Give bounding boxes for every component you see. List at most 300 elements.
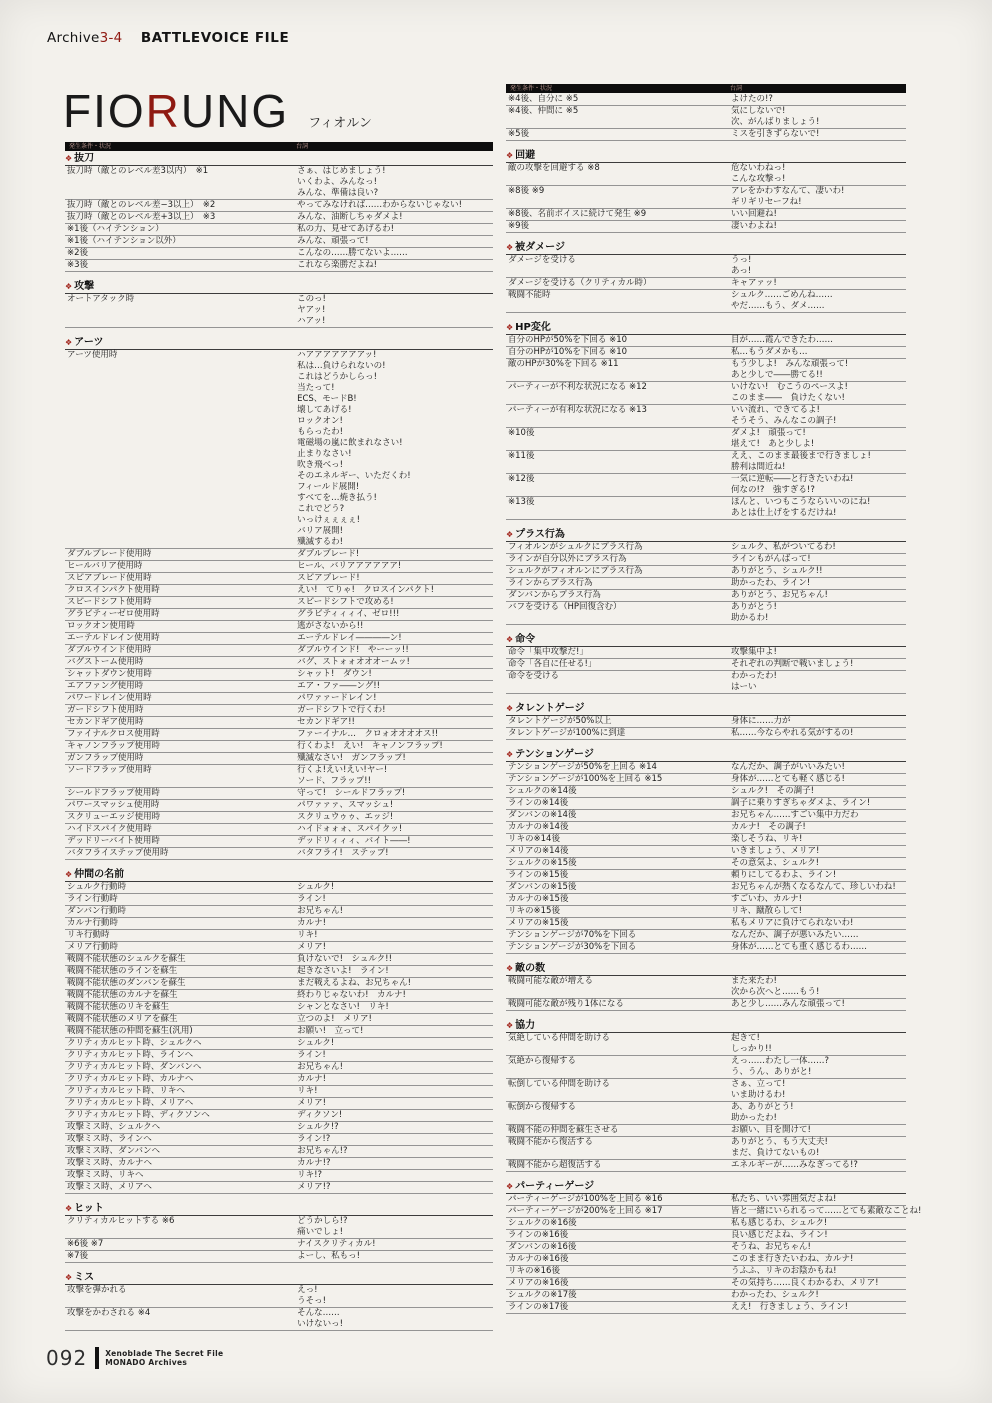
voice-row [506, 906, 906, 918]
voice-row [506, 810, 906, 822]
dialogue-cell [730, 870, 906, 881]
voice-row [506, 918, 906, 930]
dialogue-line: うそっ! [297, 1296, 327, 1306]
section-diamond-icon: ❖ [506, 243, 514, 252]
condition-cell: シールドフラップ使用時 [67, 788, 160, 798]
title-block [63, 84, 372, 138]
dialogue-line: ECS、モードB! [297, 394, 357, 404]
dialogue-line: ありがとう、もう大丈夫! [731, 1137, 828, 1147]
dialogue-line: デッドリィィィ、バイト――! [297, 836, 411, 846]
dialogue-cell [730, 186, 906, 208]
condition-cell: 戦闘不能から復活する [508, 1137, 594, 1147]
condition-cell: メリア行動時 [67, 942, 119, 952]
dialogue-cell [730, 1266, 906, 1277]
dialogue-line: もう少しよ! みんな頑張って! [731, 359, 849, 369]
dialogue-line: 痛いでしょ! [297, 1227, 344, 1237]
voice-row [506, 221, 906, 233]
book-title-line1: Xenoblade The Secret File [105, 1349, 224, 1358]
dialogue-cell [730, 290, 906, 312]
dialogue-cell [296, 1146, 493, 1157]
condition-cell: ラインの※15後 [508, 870, 569, 880]
section-diamond-icon: ❖ [506, 530, 514, 539]
dialogue-cell [296, 930, 493, 941]
condition-cell: ※11後 [508, 451, 535, 461]
voice-row [506, 1266, 906, 1278]
page-number: 092 [46, 1346, 88, 1370]
section-title [506, 1019, 906, 1033]
dialogue-line: すごいわ、カルナ! [731, 894, 803, 904]
voice-section [65, 1271, 493, 1331]
voice-row [65, 894, 493, 906]
dialogue-cell [730, 762, 906, 773]
voice-row [65, 350, 493, 549]
dialogue-line: ソード、フラップ!! [297, 776, 371, 786]
section-title [506, 702, 906, 716]
dialogue-line: やってみなければ……わからないじゃない! [297, 200, 463, 210]
dialogue-cell [730, 942, 906, 953]
dialogue-cell [730, 1102, 906, 1124]
voice-row [65, 1002, 493, 1014]
condition-cell: バフを受ける（HP回復含む） [508, 602, 622, 612]
condition-cell: メリアの※15後 [508, 918, 569, 928]
section-diamond-icon: ❖ [506, 964, 514, 973]
dialogue-line: ありがとう、お兄ちゃん! [731, 590, 828, 600]
dialogue-line: それぞれの判断で戦いましょう! [731, 659, 854, 669]
condition-cell: ※2後 [67, 248, 89, 258]
dialogue-cell [296, 906, 493, 917]
condition-cell: グラビティーゼロ使用時 [67, 609, 160, 619]
dialogue-line: 吹き飛べっ! [297, 460, 344, 470]
condition-cell: ※1後（ハイテンション以外） [67, 236, 181, 246]
dialogue-line: みんな、準備は良い? [297, 188, 379, 198]
dialogue-line: メリア!? [297, 1182, 331, 1192]
dialogue-line: そうね、お兄ちゃん! [731, 1242, 811, 1252]
dialogue-line: 皆と一緒にいられるって……とても素敵なことね! [731, 1206, 922, 1216]
dialogue-cell [730, 1194, 906, 1205]
condition-cell: エアファング使用時 [67, 681, 144, 691]
voice-row [506, 647, 906, 659]
condition-cell: 攻撃ミス時、シュルクへ [67, 1122, 161, 1132]
page-footer [46, 1346, 223, 1370]
dialogue-line: リキ!? [297, 1170, 323, 1180]
dialogue-cell [296, 705, 493, 716]
voice-row [506, 405, 906, 428]
dialogue-line: これでどう? [297, 504, 345, 514]
dialogue-line: なんだか、調子がいいみたい! [731, 762, 845, 772]
dialogue-line: リキ、蹴散らして! [731, 906, 803, 916]
voice-row [506, 347, 906, 359]
condition-cell: ※8後、名前ボイスに続けて発生 ※9 [508, 209, 647, 219]
dialogue-cell [730, 1290, 906, 1301]
condition-cell: ※3後 [67, 260, 89, 270]
dialogue-line: 凄いわよね! [731, 221, 777, 231]
condition-cell: 戦闘不能状態の仲間を蘇生(汎用) [67, 1026, 193, 1036]
voice-row [506, 822, 906, 834]
voice-section [65, 336, 493, 860]
condition-cell: 戦闘可能な敵が残り1体になる [508, 999, 624, 1009]
dialogue-line: あとは仕上げをするだけね! [731, 508, 837, 518]
voice-row [506, 451, 906, 474]
dialogue-line: 楽しそうね、リキ! [731, 834, 803, 844]
dialogue-line: 助かったわ! [731, 1113, 777, 1123]
voice-section [506, 702, 906, 740]
section-title-text: HP変化 [515, 322, 551, 333]
section-title [65, 152, 493, 166]
condition-cell: パワースマッシュ使用時 [67, 800, 160, 810]
condition-cell: 戦闘不能から超復活する [508, 1160, 602, 1170]
section-title-text: 攻撃 [74, 281, 95, 292]
dialogue-line: いけない! むこうのペースよ! [731, 382, 848, 392]
dialogue-line: 助かるわ! [731, 613, 769, 623]
condition-cell: 戦闘不能状態のダンバンを蘇生 [67, 978, 186, 988]
voice-row [65, 561, 493, 573]
voice-row [65, 966, 493, 978]
condition-cell: オートアタック時 [67, 294, 135, 304]
dialogue-cell [730, 1218, 906, 1229]
condition-cell: ラインの※17後 [508, 1302, 569, 1312]
voice-row [506, 428, 906, 451]
condition-cell: ラインからプラス行為 [508, 578, 593, 588]
section-diamond-icon: ❖ [65, 1273, 73, 1282]
dialogue-line: バタフライ! ステップ! [297, 848, 389, 858]
dialogue-cell [296, 1216, 493, 1238]
condition-cell: シュルクの※16後 [508, 1218, 577, 1228]
dialogue-cell [296, 848, 493, 859]
dialogue-line: さぁ、はじめましょう! [297, 166, 386, 176]
voice-section [506, 633, 906, 694]
dialogue-line: その意気よ、シュルク! [731, 858, 820, 868]
dialogue-line: その気持ち……良くわかるわ、メリア! [731, 1278, 879, 1288]
dialogue-line: まだ戦えるよね、お兄ちゃん! [297, 978, 412, 988]
dialogue-line: カルナ! その調子! [731, 822, 806, 832]
dialogue-line: パワァァードレイン! [297, 693, 377, 703]
condition-cell: ※5後 [508, 129, 530, 139]
condition-cell: テンションゲージが30%を下回る [508, 942, 637, 952]
condition-cell: メリアの※14後 [508, 846, 569, 856]
dialogue-cell [730, 1125, 906, 1136]
archive-word: Archive [47, 30, 100, 46]
dialogue-line: エア・ファ――ング!! [297, 681, 381, 691]
dialogue-cell [296, 212, 493, 223]
voice-row [65, 573, 493, 585]
condition-column-header: 発生条件・状況 [510, 85, 553, 92]
dialogue-cell [296, 549, 493, 560]
condition-cell: 戦闘不能状態のリキを蘇生 [67, 1002, 170, 1012]
dialogue-line: このまま行きたいわね、カルナ! [731, 1254, 854, 1264]
condition-cell: スピードシフト使用時 [67, 597, 152, 607]
dialogue-cell [730, 209, 906, 220]
dialogue-cell [296, 836, 493, 847]
dialogue-cell [730, 278, 906, 289]
condition-cell: クリティカルヒット時、メリアへ [67, 1098, 194, 1108]
dialogue-line: パワァァァ、スマッシュ! [297, 800, 394, 810]
section-title [506, 962, 906, 976]
condition-cell: ※4後、仲間に ※5 [508, 106, 579, 116]
voice-row [506, 554, 906, 566]
voice-row [506, 882, 906, 894]
dialogue-cell [296, 729, 493, 740]
voice-row [65, 1251, 493, 1263]
voice-row [506, 497, 906, 520]
voice-row [506, 106, 906, 129]
dialogue-line: さぁ、立って! [731, 1079, 786, 1089]
condition-cell: 攻撃をかわされる ※4 [67, 1308, 151, 1318]
condition-cell: デッドリーバイト使用時 [67, 836, 160, 846]
voice-row [65, 236, 493, 248]
dialogue-line: ライン! [297, 894, 326, 904]
voice-row [65, 1026, 493, 1038]
page-header [47, 30, 289, 46]
condition-cell: 攻撃を弾かれる [67, 1285, 127, 1295]
voice-row [65, 882, 493, 894]
condition-cell: リキ行動時 [67, 930, 110, 940]
condition-cell: ラインの※14後 [508, 798, 569, 808]
voice-row [506, 659, 906, 671]
dialogue-line: ファーイナル… クロォオオオオス!! [297, 729, 439, 739]
dialogue-line: 電磁場の嵐に飲まれなさい! [297, 438, 403, 448]
condition-cell: カルナの※16後 [508, 1254, 569, 1264]
dialogue-cell [730, 347, 906, 358]
section-title-text: 仲間の名前 [74, 869, 125, 880]
dialogue-line: すべてを…焼き払う! [297, 493, 377, 503]
voice-row [506, 602, 906, 625]
voice-row [506, 671, 906, 694]
voice-row [65, 1014, 493, 1026]
condition-cell: ※4後、自分に ※5 [508, 94, 579, 104]
dialogue-line: ラインもがんばって! [731, 554, 811, 564]
dialogue-cell [730, 578, 906, 589]
dialogue-cell [730, 1079, 906, 1101]
dialogue-line: なんだか、調子が悪いみたい…… [731, 930, 859, 940]
voice-row [65, 836, 493, 848]
condition-cell: 攻撃ミス時、ダンバンへ [67, 1146, 160, 1156]
condition-cell: 気絶から復帰する [508, 1056, 577, 1066]
dialogue-line: 止まりなさい! [297, 449, 352, 459]
dialogue-line: ナイスクリティカル! [297, 1239, 376, 1249]
dialogue-cell [730, 1033, 906, 1055]
dialogue-column-header: 台詞 [730, 85, 743, 92]
dialogue-line: これはどうかしらっ! [297, 372, 378, 382]
dialogue-cell [296, 800, 493, 811]
dialogue-line: いま助けるわ! [731, 1090, 786, 1100]
condition-cell: バグストーム使用時 [67, 657, 144, 667]
dialogue-line: 攻撃集中よ! [731, 647, 777, 657]
condition-cell: ダブルウインド使用時 [67, 645, 152, 655]
dialogue-line: みんな、頑張って! [297, 236, 369, 246]
dialogue-cell [730, 846, 906, 857]
dialogue-cell [730, 359, 906, 381]
dialogue-line: ありがとう! [731, 602, 777, 612]
dialogue-line: エネルギーが……みなぎってる!? [731, 1160, 858, 1170]
dialogue-cell [296, 669, 493, 680]
dialogue-line: グラビティィィイ、ゼロ!!! [297, 609, 400, 619]
dialogue-line: 私も感じるわ、シュルク! [731, 1218, 828, 1228]
dialogue-cell [296, 200, 493, 211]
condition-cell: カルナの※15後 [508, 894, 569, 904]
condition-cell: タレントゲージが100%に到達 [508, 728, 626, 738]
section-diamond-icon: ❖ [65, 870, 73, 879]
voice-row [65, 800, 493, 812]
voice-row [506, 1102, 906, 1125]
dialogue-line: シュルク! [297, 882, 335, 892]
dialogue-line: ダブルブレード! [297, 549, 360, 559]
dialogue-cell [730, 659, 906, 670]
footer-divider [95, 1347, 99, 1369]
dialogue-cell [296, 645, 493, 656]
dialogue-cell [730, 554, 906, 565]
dialogue-line: ミスを引きずらないで! [731, 129, 820, 139]
voice-section [506, 149, 906, 233]
voice-row [65, 741, 493, 753]
table-header-bar [506, 84, 906, 93]
section-title-text: 敵の数 [515, 963, 546, 974]
voice-row [506, 578, 906, 590]
dialogue-line: ええ! 行きましょう、ライン! [731, 1302, 849, 1312]
dialogue-line: また来たわ! [731, 976, 777, 986]
dialogue-cell [296, 1308, 493, 1330]
condition-cell: 戦闘不能状態のシュルクを蘇生 [67, 954, 186, 964]
voice-row [65, 954, 493, 966]
dialogue-line: 負けないで! シュルク!! [297, 954, 392, 964]
dialogue-cell [730, 810, 906, 821]
dialogue-cell [730, 822, 906, 833]
condition-cell: 抜刀時（敵とのレベル差−3以上） ※2 [67, 200, 216, 210]
voice-row [65, 294, 493, 328]
dialogue-cell [730, 474, 906, 496]
dialogue-cell [296, 1098, 493, 1109]
condition-cell: ソードフラップ使用時 [67, 765, 152, 775]
voice-row [506, 1033, 906, 1056]
voice-row [506, 976, 906, 999]
character-name-kana: フィオルン [308, 116, 372, 131]
voice-row [506, 1218, 906, 1230]
voice-row [65, 1074, 493, 1086]
dialogue-cell [730, 163, 906, 185]
voice-row [506, 94, 906, 106]
book-title-line2: MONADO Archives [105, 1358, 188, 1367]
voice-row [65, 681, 493, 693]
dialogue-line: よーし、私もっ! [297, 1251, 361, 1261]
condition-cell: 転倒している仲間を助ける [508, 1079, 611, 1089]
dialogue-line: うっ! [731, 255, 752, 265]
table-header-bar [65, 142, 493, 151]
dialogue-line: いきましょう、メリア! [731, 846, 820, 856]
dialogue-line: 立つのよ! メリア! [297, 1014, 372, 1024]
voice-row [506, 999, 906, 1011]
condition-cell: ※12後 [508, 474, 535, 484]
dialogue-line: 私……今ならやれる気がするの! [731, 728, 854, 738]
dialogue-line: 一気に逆転――と行きたいわね! [731, 474, 854, 484]
dialogue-line: スクリュウゥゥ、エッジ! [297, 812, 394, 822]
condition-cell: クリティカルヒットする ※6 [67, 1216, 175, 1226]
dialogue-line: 勝利は間近ね! [731, 462, 786, 472]
dialogue-column-header: 台詞 [296, 143, 309, 150]
dialogue-cell [296, 1038, 493, 1049]
voice-row [65, 930, 493, 942]
dialogue-line: えっ……わたし一体……? [731, 1056, 830, 1066]
voice-row [65, 166, 493, 200]
dialogue-line: 当たって! [297, 383, 335, 393]
condition-cell: 自分のHPが50%を下回る ※10 [508, 335, 628, 345]
voice-row [506, 209, 906, 221]
dialogue-cell [730, 566, 906, 577]
voice-row [506, 382, 906, 405]
condition-cell: リキの※16後 [508, 1266, 560, 1276]
voice-row [65, 633, 493, 645]
dialogue-line: 守って! シールドフラップ! [297, 788, 406, 798]
condition-cell: ※7後 [67, 1251, 89, 1261]
dialogue-line: スピアブレード! [297, 573, 360, 583]
voice-row [65, 1170, 493, 1182]
section-title-text: 抜刀 [74, 153, 95, 164]
voice-row [65, 609, 493, 621]
dialogue-line: 私…もうダメかも… [731, 347, 808, 357]
section-title-text: 協力 [515, 1020, 536, 1031]
dialogue-line: 身体が……とても重く感じるわ…… [731, 942, 868, 952]
condition-column-header: 発生条件・状況 [69, 143, 112, 150]
dialogue-line: やだ……もう、ダメ…… [731, 301, 825, 311]
voice-row [506, 774, 906, 786]
section-title-text: ミス [74, 1272, 95, 1283]
dialogue-line: 助かったわ、ライン! [731, 578, 811, 588]
dialogue-line: 堪えて! あと少しよ! [731, 439, 815, 449]
section-title [506, 321, 906, 335]
condition-cell: テンションゲージが70%を下回る [508, 930, 637, 940]
dialogue-cell [296, 573, 493, 584]
condition-cell: 戦闘可能な敵が増える [508, 976, 594, 986]
dialogue-line: いっけぇぇぇぇ! [297, 515, 361, 525]
condition-cell: クリティカルヒット時、ダンバンへ [67, 1062, 202, 1072]
voice-row [65, 717, 493, 729]
condition-cell: 戦闘不能の仲間を蘇生させる [508, 1125, 619, 1135]
dialogue-cell [296, 350, 493, 548]
voice-row [506, 786, 906, 798]
condition-cell: パーティーが不利な状況になる ※12 [508, 382, 647, 392]
section-diamond-icon: ❖ [506, 1021, 514, 1030]
dialogue-cell [730, 930, 906, 941]
voice-row [506, 290, 906, 313]
condition-cell: ロックオン使用時 [67, 621, 135, 631]
condition-cell: シュルクがフィオルンにプラス行為 [508, 566, 643, 576]
voice-section [65, 280, 493, 328]
dialogue-cell [296, 236, 493, 247]
dialogue-line: ヒール、バリアアアアアア! [297, 561, 402, 571]
dialogue-line: どうかしら!? [297, 1216, 348, 1226]
dialogue-line: 身体に……力が [731, 716, 791, 726]
dialogue-line: いけないっ! [297, 1319, 344, 1329]
voice-row [65, 645, 493, 657]
voice-row [65, 942, 493, 954]
voice-row [65, 906, 493, 918]
dialogue-line: シュルク、私がついてるわ! [731, 542, 836, 552]
condition-cell: クリティカルヒット時、カルナへ [67, 1074, 194, 1084]
voice-row [65, 918, 493, 930]
condition-cell: 攻撃ミス時、リキへ [67, 1170, 144, 1180]
condition-cell: ガードシフト使用時 [67, 705, 144, 715]
voice-row [65, 1110, 493, 1122]
dialogue-line: こんなの……勝てないよ…… [297, 248, 408, 258]
dialogue-line: お兄ちゃん……すごい集中力だわ [731, 810, 859, 820]
voice-row [65, 248, 493, 260]
condition-cell: パーティーゲージが200%を上回る ※17 [508, 1206, 663, 1216]
dialogue-cell [730, 858, 906, 869]
dialogue-cell [296, 1026, 493, 1037]
dialogue-line: そうそう、みんなこの調子! [731, 416, 837, 426]
voice-row [65, 585, 493, 597]
voice-row [506, 1230, 906, 1242]
condition-cell: 転倒から復帰する [508, 1102, 577, 1112]
dialogue-cell [296, 1050, 493, 1061]
